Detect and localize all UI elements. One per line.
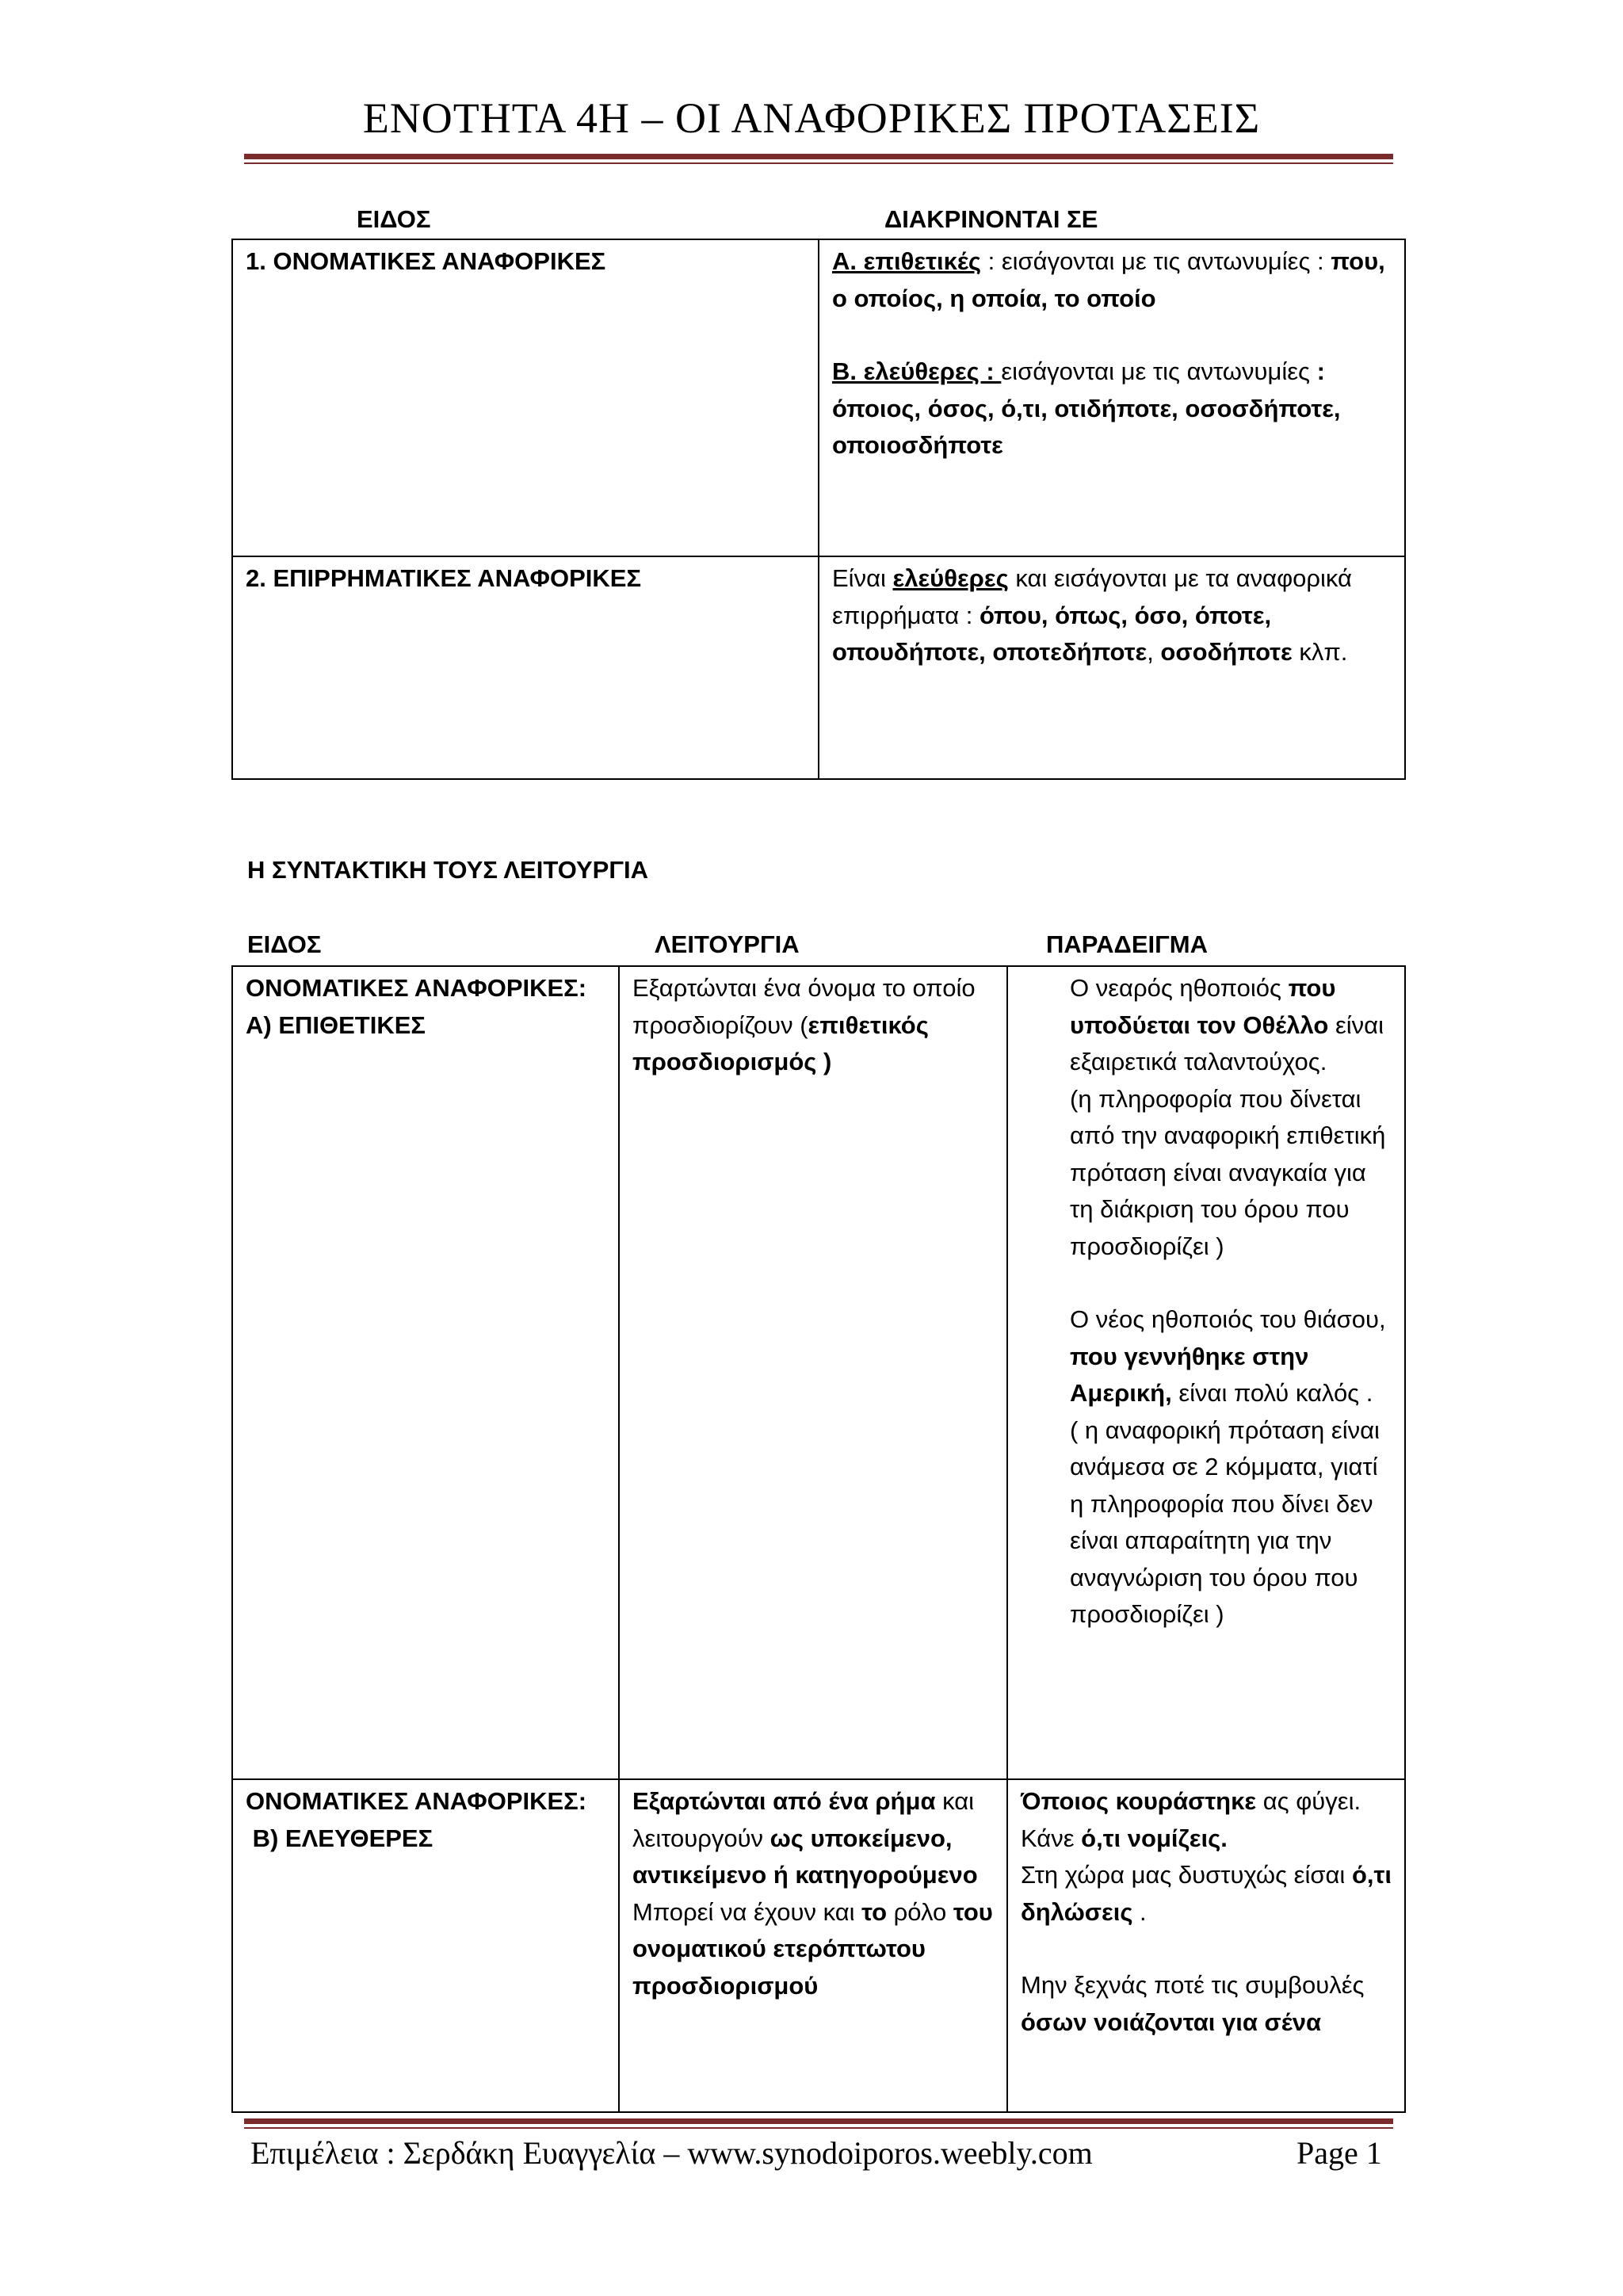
example [1070, 970, 1393, 1081]
text: Ο νέος ηθοποιός του θιάσου, [1070, 1305, 1386, 1333]
example [1021, 1967, 1393, 2041]
adjectival-label: Α. επιθετικές [832, 247, 981, 275]
function-text [632, 1783, 995, 1894]
table-row [232, 966, 1405, 1779]
kind-line: Α) ΕΠΙΘΕΤΙΚΕΣ [246, 1010, 426, 1039]
bold-text: Όποιος κουράστηκε [1021, 1787, 1257, 1815]
bold-text: όσων νοιάζονται για σένα [1021, 2008, 1322, 2036]
text: Κάνε [1021, 1824, 1082, 1852]
bold-text: ό,τι δηλώσεις [1021, 1861, 1392, 1926]
kind-cell [232, 966, 619, 1779]
kind-cell: 1. ΟΝΟΜΑΤΙΚΕΣ ΑΝΑΦΟΡΙΚΕΣ [232, 239, 819, 556]
page-title: ΕΝΟΤΗΤΑ 4Η – ΟΙ ΑΝΑΦΟΡΙΚΕΣ ΠΡΟΤΑΣΕΙΣ [362, 94, 1261, 142]
free-text: εισάγονται με τις αντωνυμίες [1001, 357, 1317, 385]
table-row [232, 556, 1405, 779]
free-pronouns: : όποιος, όσος, ό,τι, οτιδήποτε, οσοσδήποτε, οποιοσδήποτε [832, 357, 1341, 459]
text: . [1132, 1897, 1147, 1926]
bold-text: ως υποκείμενο, αντικείμενο ή κατηγορούμενο [632, 1824, 978, 1889]
bold-text: που υποδύεται τον Οθέλλο [1070, 974, 1336, 1039]
function-cell [619, 966, 1007, 1779]
adverbs: όπου, όπως, όσο, όποτε, οπουδήποτε, οποτεδήποτε [832, 601, 1272, 666]
function-cell [619, 1779, 1007, 2112]
example [1021, 1857, 1393, 1931]
footer-rule [244, 2118, 1393, 2129]
page-number: Page 1 [1296, 2135, 1382, 2171]
distinguished-cell [819, 239, 1405, 556]
text: είναι πολύ καλός . [1171, 1379, 1373, 1407]
text: και λειτουργούν [632, 1787, 975, 1852]
table2-col-example: ΠΑΡΑΔΕΙΓΜΑ [1046, 930, 1208, 958]
bold-text: Εξαρτώνται από ένα ρήμα [632, 1787, 936, 1815]
example-note: ( η αναφορική πρόταση είναι ανάμεσα σε 2 κόμματα, γιατί η πληροφορία που δίνει δεν είναι απαραίτητη για την αναγνώριση του όρου που προσδιορίζει ) [1070, 1415, 1380, 1628]
kind-cell: 2. ΕΠΙΡΡΗΜΑΤΙΚΕΣ ΑΝΑΦΟΡΙΚΕΣ [232, 556, 819, 779]
adjectival-def [832, 243, 1393, 317]
text: Εξαρτώνται ένα όνομα το οποίο προσδιορίζουν ( [632, 974, 976, 1039]
text: είναι εξαιρετικά ταλαντούχος. [1070, 1010, 1384, 1075]
text: ρόλο [887, 1897, 953, 1926]
kind-line: ΟΝΟΜΑΤΙΚΕΣ ΑΝΑΦΟΡΙΚΕΣ: [246, 1787, 587, 1815]
text: Στη χώρα μας δυστυχώς είσαι [1021, 1861, 1352, 1889]
example [1021, 1820, 1393, 1858]
example-cell [1007, 966, 1405, 1779]
bold-text: του ονοματικού ετερόπτωτου προσδιορισμού [632, 1897, 993, 2000]
kind-cell [232, 1779, 619, 2112]
example [1070, 1301, 1393, 1412]
function-text [632, 1894, 995, 2005]
text: κλπ. [1292, 638, 1348, 666]
table-row [232, 1779, 1405, 2112]
bold-text: ό,τι νομίζεις. [1081, 1824, 1228, 1852]
bold-text: που γεννήθηκε στην Αμερική, [1070, 1342, 1309, 1407]
bold-text: επιθετικός προσδιορισμός ) [632, 1010, 929, 1075]
header-rule [244, 154, 1393, 164]
footer-credit: Επιμέλεια : Σερδάκη Ευαγγελία – www.synodoiporos.weebly.com [250, 2135, 1093, 2171]
text: Μην ξεχνάς ποτέ τις συμβουλές [1021, 1971, 1365, 1999]
text: ας φύγει. [1256, 1787, 1361, 1815]
types-table [231, 239, 1406, 780]
table1-col-distinguished: ΔΙΑΚΡΙΝΟΝΤΑΙ ΣΕ [884, 205, 1098, 233]
table2-col-function: ΛΕΙΤΟΥΡΓΙΑ [655, 930, 800, 958]
kind-line: ΟΝΟΜΑΤΙΚΕΣ ΑΝΑΦΟΡΙΚΕΣ: [246, 974, 587, 1002]
function-table [231, 965, 1406, 2113]
example [1021, 1783, 1393, 1820]
free-word: ελεύθερες [892, 564, 1009, 592]
table-row [232, 239, 1405, 556]
text: Ο νεαρός ηθοποιός [1070, 974, 1289, 1002]
text: Μπορεί να έχουν και [632, 1897, 862, 1926]
adverb-last: οσοδήποτε [1160, 638, 1293, 666]
table2-col-kind: ΕΙΔΟΣ [247, 930, 322, 958]
kind-line: Β) ΕΛΕΥΘΕΡΕΣ [246, 1824, 433, 1852]
example-note: (η πληροφορία που δίνεται από την αναφορική επιθετική πρόταση είναι αναγκαία για τη διάκριση του όρου που προσδιορίζει ) [1070, 1084, 1386, 1260]
text: , [1147, 638, 1161, 666]
bold-text: το [861, 1897, 888, 1926]
text: Είναι [832, 564, 893, 592]
example-cell [1007, 1779, 1405, 2112]
text: και εισάγονται με τα αναφορικά επιρρήματα : [832, 564, 1352, 629]
section-title: Η ΣΥΝΤΑΚΤΙΚΗ ΤΟΥΣ ΛΕΙΤΟΥΡΓΙΑ [247, 856, 648, 884]
free-def [832, 353, 1393, 464]
distinguished-cell [819, 556, 1405, 779]
adjectival-text: : εισάγονται με τις αντωνυμίες : [980, 247, 1331, 275]
adjectival-pronouns: που, ο οποίος, η οποία, το οποίο [832, 247, 1385, 312]
table1-col-kind: ΕΙΔΟΣ [357, 205, 431, 233]
free-label: Β. ελεύθερες : [832, 357, 1002, 385]
